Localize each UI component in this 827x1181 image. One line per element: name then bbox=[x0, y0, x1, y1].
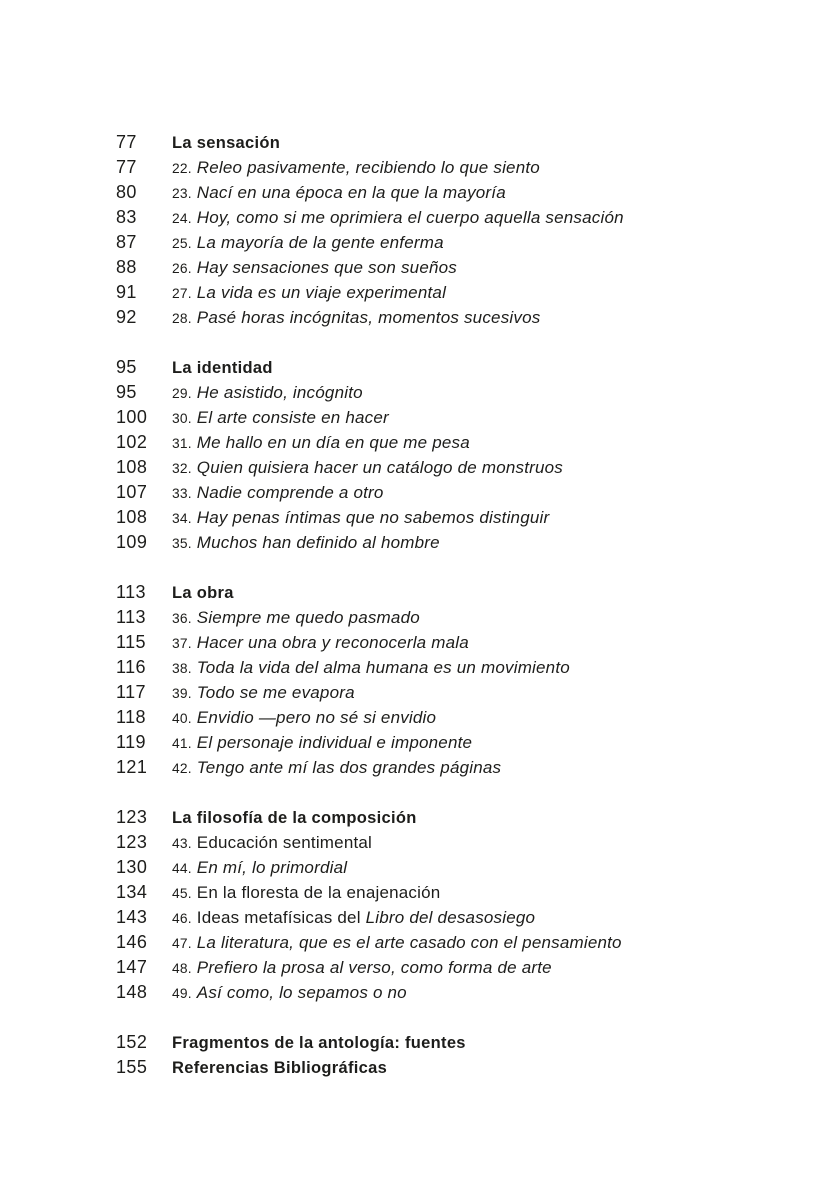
toc-page-number: 108 bbox=[116, 507, 148, 527]
toc-entry-title-text: La obra bbox=[172, 584, 234, 602]
toc-entry-number: 38. bbox=[172, 661, 192, 676]
toc-entry-title-text: Libro del desasosiego bbox=[365, 908, 536, 927]
toc-entry-title bbox=[172, 230, 444, 256]
toc-page-number: 83 bbox=[116, 207, 137, 227]
toc-entry-row bbox=[116, 905, 806, 930]
toc-entry-title-text: En mí, lo primordial bbox=[196, 858, 348, 877]
toc-page-number: 95 bbox=[116, 382, 137, 402]
toc-entry-number: 25. bbox=[172, 236, 192, 251]
toc-page-number: 134 bbox=[116, 882, 148, 902]
toc-entry-row bbox=[116, 630, 806, 655]
toc-entry-title bbox=[172, 155, 540, 181]
toc-entry-number: 47. bbox=[172, 936, 192, 951]
toc-section bbox=[116, 130, 806, 330]
toc-entry-title bbox=[172, 430, 470, 456]
toc-entry-number: 22. bbox=[172, 161, 192, 176]
toc-entry-title bbox=[172, 505, 549, 531]
toc-entry-title-text: Prefiero la prosa al verso, como forma de arte bbox=[196, 958, 552, 977]
toc-entry-title-text: Toda la vida del alma humana es un movimiento bbox=[196, 658, 570, 677]
toc-entry-row bbox=[116, 230, 806, 255]
toc-page-number: 121 bbox=[116, 757, 148, 777]
toc-entry-title bbox=[172, 205, 624, 231]
toc-page-number: 113 bbox=[116, 582, 146, 602]
toc-page-number: 95 bbox=[116, 357, 137, 377]
toc-entry-row bbox=[116, 155, 806, 180]
toc-heading-title bbox=[172, 581, 234, 606]
toc-entry-number: 23. bbox=[172, 186, 192, 201]
toc-page-number: 88 bbox=[116, 257, 137, 277]
toc-page-number: 108 bbox=[116, 457, 148, 477]
toc-entry-number: 33. bbox=[172, 486, 192, 501]
toc-entry-title-text: Tengo ante mí las dos grandes páginas bbox=[196, 758, 502, 777]
toc-entry-number: 24. bbox=[172, 211, 192, 226]
toc-entry-row bbox=[116, 180, 806, 205]
toc-entry-row bbox=[116, 530, 806, 555]
toc-page-number: 77 bbox=[116, 132, 137, 152]
toc-entry-number: 28. bbox=[172, 311, 192, 326]
toc-page-number: 92 bbox=[116, 307, 137, 327]
toc-entry-number: 48. bbox=[172, 961, 192, 976]
toc-closing-section bbox=[116, 1030, 806, 1080]
toc-entry-number: 40. bbox=[172, 711, 192, 726]
toc-entry-title bbox=[172, 480, 384, 506]
toc-page-number: 116 bbox=[116, 657, 146, 677]
toc-page-number: 155 bbox=[116, 1057, 148, 1077]
toc-entry-title-text: La filosofía de la composición bbox=[172, 809, 417, 827]
toc-heading-title bbox=[172, 806, 417, 831]
toc-entry-title-text: Hay penas íntimas que no sabemos distinguir bbox=[196, 508, 550, 527]
toc-entry-title bbox=[172, 655, 570, 681]
toc-entry-title-text: Muchos han definido al hombre bbox=[196, 533, 440, 552]
toc-entry-row bbox=[116, 855, 806, 880]
toc-entry-row bbox=[116, 480, 806, 505]
toc-entry-row bbox=[116, 380, 806, 405]
toc-entry-row bbox=[116, 255, 806, 280]
toc-entry-title-text: En la floresta de la enajenación bbox=[196, 883, 441, 902]
toc-heading-title bbox=[172, 131, 280, 156]
toc-entry-number: 31. bbox=[172, 436, 192, 451]
toc-entry-row bbox=[116, 680, 806, 705]
toc-entry-title bbox=[172, 880, 440, 906]
toc-entry-number: 42. bbox=[172, 761, 192, 776]
toc-entry-title bbox=[172, 730, 472, 756]
toc-entry-title-text: Hacer una obra y reconocerla mala bbox=[196, 633, 469, 652]
toc-entry-title-text: Nací en una época en la que la mayoría bbox=[196, 183, 506, 202]
toc-page-number: 80 bbox=[116, 182, 137, 202]
toc-page-number: 113 bbox=[116, 607, 146, 627]
toc-entry-row bbox=[116, 455, 806, 480]
toc-entry-row bbox=[116, 655, 806, 680]
toc-entry-title-text: Referencias Bibliográficas bbox=[172, 1059, 388, 1077]
toc-entry-title bbox=[172, 255, 457, 281]
toc-entry-title-text: Me hallo en un día en que me pesa bbox=[196, 433, 470, 452]
toc-heading-row bbox=[116, 355, 806, 380]
toc-entry-number: 49. bbox=[172, 986, 192, 1001]
toc-entry-number: 26. bbox=[172, 261, 192, 276]
toc-entry-number: 34. bbox=[172, 511, 192, 526]
toc-entry-title-text: Siempre me quedo pasmado bbox=[196, 608, 420, 627]
toc-entry-title bbox=[172, 280, 446, 306]
toc-entry-row bbox=[116, 305, 806, 330]
toc-entry-title-text: El arte consiste en hacer bbox=[196, 408, 389, 427]
toc-page-number: 109 bbox=[116, 532, 148, 552]
toc-heading-title bbox=[172, 1056, 387, 1081]
toc-entry-title bbox=[172, 980, 407, 1006]
toc-heading-title bbox=[172, 1031, 466, 1056]
toc-entry-row bbox=[116, 280, 806, 305]
toc-page-number: 107 bbox=[116, 482, 148, 502]
toc-entry-title bbox=[172, 455, 563, 481]
toc-entry-title-text: Hoy, como si me oprimiera el cuerpo aquella sensación bbox=[196, 208, 624, 227]
toc-heading-row bbox=[116, 805, 806, 830]
toc-entry-title bbox=[172, 405, 389, 431]
toc-page-number: 91 bbox=[116, 282, 137, 302]
toc-entry-title-text: El personaje individual e imponente bbox=[196, 733, 473, 752]
toc-entry-row bbox=[116, 930, 806, 955]
toc-entry-number: 29. bbox=[172, 386, 192, 401]
toc-entry-row bbox=[116, 880, 806, 905]
toc-entry-title bbox=[172, 755, 501, 781]
toc-entry-title-text: La literatura, que es el arte casado con el pensamiento bbox=[196, 933, 622, 952]
table-of-contents bbox=[116, 130, 806, 1105]
toc-entry-row bbox=[116, 605, 806, 630]
toc-entry-title bbox=[172, 680, 355, 706]
toc-page-number: 77 bbox=[116, 157, 137, 177]
toc-entry-number: 46. bbox=[172, 911, 192, 926]
toc-entry-title-text: Educación sentimental bbox=[196, 833, 373, 852]
toc-entry-title bbox=[172, 930, 622, 956]
toc-entry-row bbox=[116, 705, 806, 730]
toc-page-number: 119 bbox=[116, 732, 146, 752]
toc-entry-number: 37. bbox=[172, 636, 192, 651]
toc-entry-title-text: He asistido, incógnito bbox=[196, 383, 363, 402]
toc-entry-number: 36. bbox=[172, 611, 192, 626]
toc-entry-title-text: Así como, lo sepamos o no bbox=[196, 983, 407, 1002]
toc-entry-row bbox=[116, 830, 806, 855]
toc-page-number: 123 bbox=[116, 807, 148, 827]
toc-entry-title-text: La mayoría de la gente enferma bbox=[196, 233, 444, 252]
toc-entry-number: 32. bbox=[172, 461, 192, 476]
toc-page-number: 115 bbox=[116, 632, 146, 652]
toc-entry-title-text: La identidad bbox=[172, 359, 273, 377]
toc-section bbox=[116, 580, 806, 780]
toc-entry-number: 35. bbox=[172, 536, 192, 551]
toc-heading-row bbox=[116, 1055, 806, 1080]
toc-entry-title bbox=[172, 605, 420, 631]
toc-page-number: 146 bbox=[116, 932, 148, 952]
toc-heading-row bbox=[116, 580, 806, 605]
toc-entry-title-text: Todo se me evapora bbox=[196, 683, 355, 702]
toc-entry-title bbox=[172, 955, 552, 981]
toc-page-number: 123 bbox=[116, 832, 148, 852]
toc-entry-number: 27. bbox=[172, 286, 192, 301]
toc-entry-title-text: Pasé horas incógnitas, momentos sucesivos bbox=[196, 308, 541, 327]
toc-entry-title-text: Ideas metafísicas del bbox=[196, 908, 366, 927]
toc-page-number: 143 bbox=[116, 907, 148, 927]
toc-page-number: 102 bbox=[116, 432, 148, 452]
toc-entry-title-text: La sensación bbox=[172, 134, 281, 152]
toc-entry-title bbox=[172, 705, 436, 731]
toc-entry-number: 39. bbox=[172, 686, 192, 701]
toc-page-number: 147 bbox=[116, 957, 148, 977]
toc-entry-title bbox=[172, 905, 535, 931]
toc-page-number: 117 bbox=[116, 682, 146, 702]
toc-entry-number: 44. bbox=[172, 861, 192, 876]
toc-entry-number: 41. bbox=[172, 736, 192, 751]
toc-entry-number: 43. bbox=[172, 836, 192, 851]
toc-entry-number: 30. bbox=[172, 411, 192, 426]
toc-entry-title-text: Quien quisiera hacer un catálogo de monstruos bbox=[196, 458, 563, 477]
toc-section bbox=[116, 805, 806, 1005]
toc-heading-title bbox=[172, 356, 273, 381]
toc-entry-row bbox=[116, 730, 806, 755]
toc-entry-row bbox=[116, 430, 806, 455]
toc-entry-title-text: Hay sensaciones que son sueños bbox=[196, 258, 458, 277]
toc-entry-row bbox=[116, 955, 806, 980]
toc-section bbox=[116, 355, 806, 555]
toc-entry-title-text: Fragmentos de la antología: fuentes bbox=[172, 1034, 466, 1052]
toc-page-number: 87 bbox=[116, 232, 137, 252]
toc-entry-title-text: Releo pasivamente, recibiendo lo que siento bbox=[196, 158, 540, 177]
toc-entry-row bbox=[116, 755, 806, 780]
toc-page-number: 100 bbox=[116, 407, 148, 427]
toc-entry-title bbox=[172, 830, 372, 856]
toc-entry-row bbox=[116, 980, 806, 1005]
toc-entry-row bbox=[116, 405, 806, 430]
toc-entry-title bbox=[172, 380, 363, 406]
toc-entry-row bbox=[116, 505, 806, 530]
toc-heading-row bbox=[116, 130, 806, 155]
toc-entry-title bbox=[172, 630, 469, 656]
toc-entry-title bbox=[172, 530, 440, 556]
toc-entry-title-text: Envidio —pero no sé si envidio bbox=[196, 708, 437, 727]
toc-entry-row bbox=[116, 205, 806, 230]
toc-page-number: 148 bbox=[116, 982, 148, 1002]
toc-page-number: 152 bbox=[116, 1032, 148, 1052]
toc-entry-title-text: La vida es un viaje experimental bbox=[196, 283, 447, 302]
toc-entry-number: 45. bbox=[172, 886, 192, 901]
toc-entry-title bbox=[172, 305, 540, 331]
toc-heading-row bbox=[116, 1030, 806, 1055]
toc-page-number: 118 bbox=[116, 707, 146, 727]
toc-entry-title bbox=[172, 855, 347, 881]
toc-page-number: 130 bbox=[116, 857, 148, 877]
toc-entry-title-text: Nadie comprende a otro bbox=[196, 483, 384, 502]
toc-entry-title bbox=[172, 180, 506, 206]
